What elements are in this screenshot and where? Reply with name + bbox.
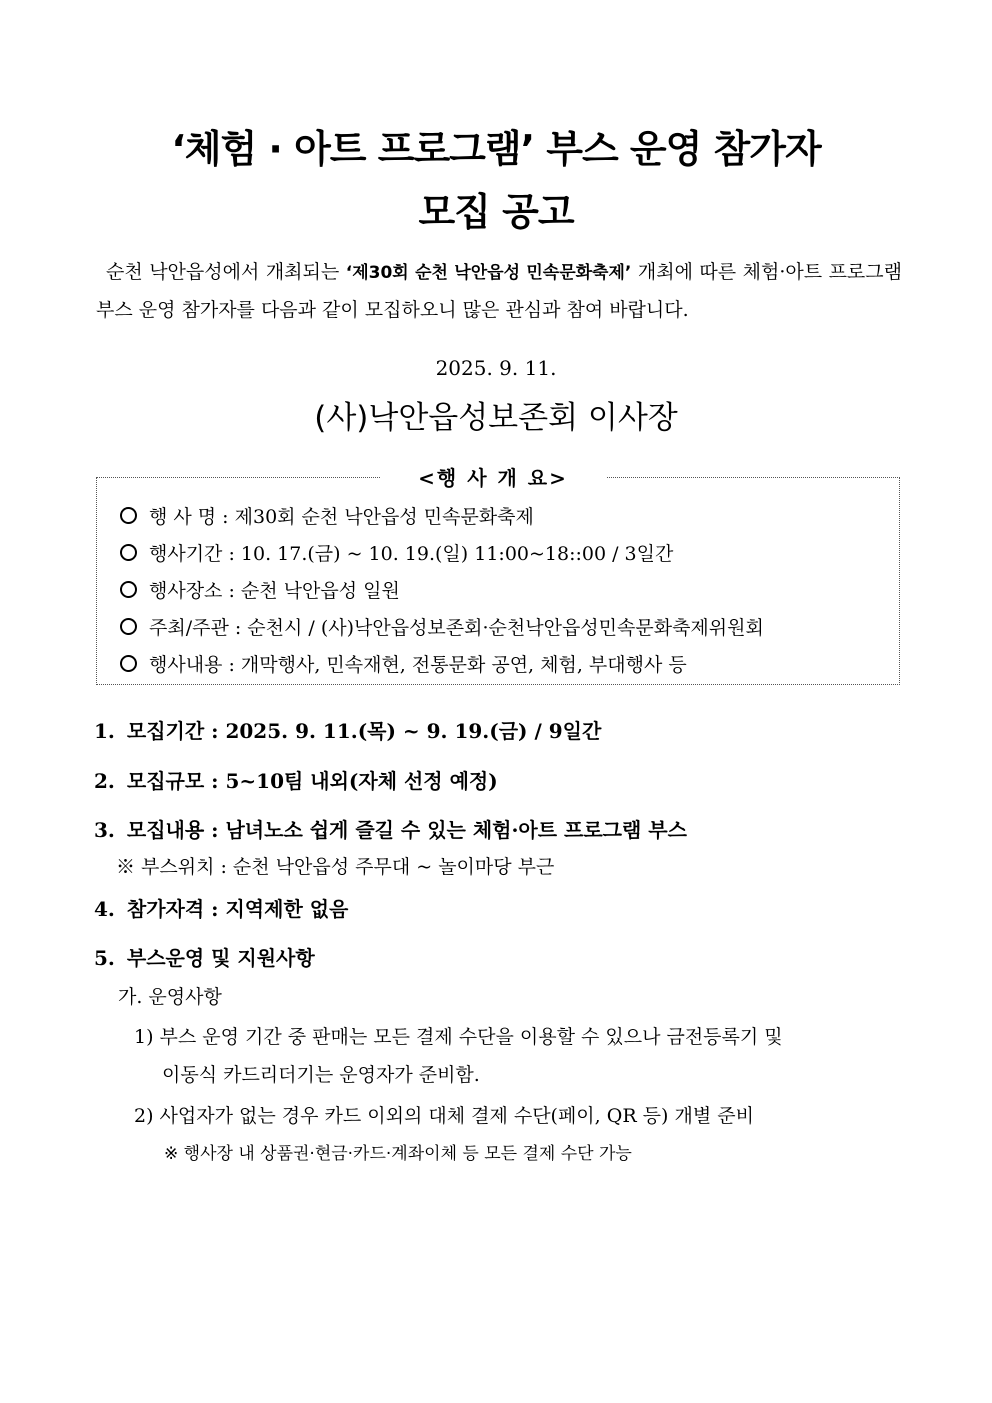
intro-text-after: 개최에 따른 체험·아트 프로그램 부스 운영 참가자를 다음과 같이 모집하오니 많은 관심과 참여 바랍니다.	[96, 261, 902, 321]
event-overview-title: <행 사 개 요>	[380, 462, 606, 491]
intro-text-before: 순천 낙안읍성에서 개최되는	[106, 261, 346, 283]
overview-item: 행사내용 : 개막행사, 민속재현, 전통문화 공연, 체험, 부대행사 등	[120, 650, 687, 677]
operation-item-1-cont: 이동식 카드리더기는 운영자가 준비함.	[162, 1064, 480, 1086]
circle-bullet-icon	[120, 507, 137, 524]
notice-date: 2025. 9. 11.	[435, 356, 557, 380]
section-recruit-size: 2. 모집규모 : 5~10팀 내외(자체 선정 예정)	[94, 769, 498, 793]
circle-bullet-icon	[120, 655, 137, 672]
section-recruit-period: 1. 모집기간 : 2025. 9. 11.(목) ~ 9. 19.(금) / 9일간	[94, 719, 602, 743]
circle-bullet-icon	[120, 618, 137, 635]
circle-bullet-icon	[120, 581, 137, 598]
issuing-organization: (사)낙안읍성보존회 이사장	[314, 400, 678, 436]
overview-item: 행사장소 : 순천 낙안읍성 일원	[120, 576, 400, 603]
page-subtitle: 모집 공고	[418, 190, 574, 234]
festival-name: ‘제30회 순천 낙안읍성 민속문화축제’	[345, 263, 632, 283]
overview-item: 주최/주관 : 순천시 / (사)낙안읍성보존회·순천낙안읍성민속문화축제위원회	[120, 613, 764, 640]
intro-paragraph	[96, 254, 902, 329]
operation-item-1: 1) 부스 운영 기간 중 판매는 모든 결제 수단을 이용할 수 있으나 금전등록기 및	[134, 1026, 783, 1048]
booth-location-note: ※ 부스위치 : 순천 낙안읍성 주무대 ~ 놀이마당 부근	[116, 856, 555, 878]
overview-item: 행 사 명 : 제30회 순천 낙안읍성 민속문화축제	[120, 502, 534, 529]
section-booth-operation: 5. 부스운영 및 지원사항	[94, 946, 315, 970]
section-eligibility: 4. 참가자격 : 지역제한 없음	[94, 897, 349, 921]
operation-item-2: 2) 사업자가 없는 경우 카드 이외의 대체 결제 수단(페이, QR 등) 개별 준비	[134, 1105, 754, 1127]
section-recruit-content: 3. 모집내용 : 남녀노소 쉽게 즐길 수 있는 체험·아트 프로그램 부스	[94, 818, 687, 842]
payment-note: ※ 행사장 내 상품권·현금·카드·계좌이체 등 모든 결제 수단 가능	[164, 1144, 632, 1164]
page-title: ‘체험 · 아트 프로그램’ 부스 운영 참가자	[171, 127, 821, 171]
overview-item: 행사기간 : 10. 17.(금) ~ 10. 19.(일) 11:00~18::00 / 3일간	[120, 539, 673, 566]
circle-bullet-icon	[120, 544, 137, 561]
operation-heading: 가. 운영사항	[118, 986, 222, 1008]
